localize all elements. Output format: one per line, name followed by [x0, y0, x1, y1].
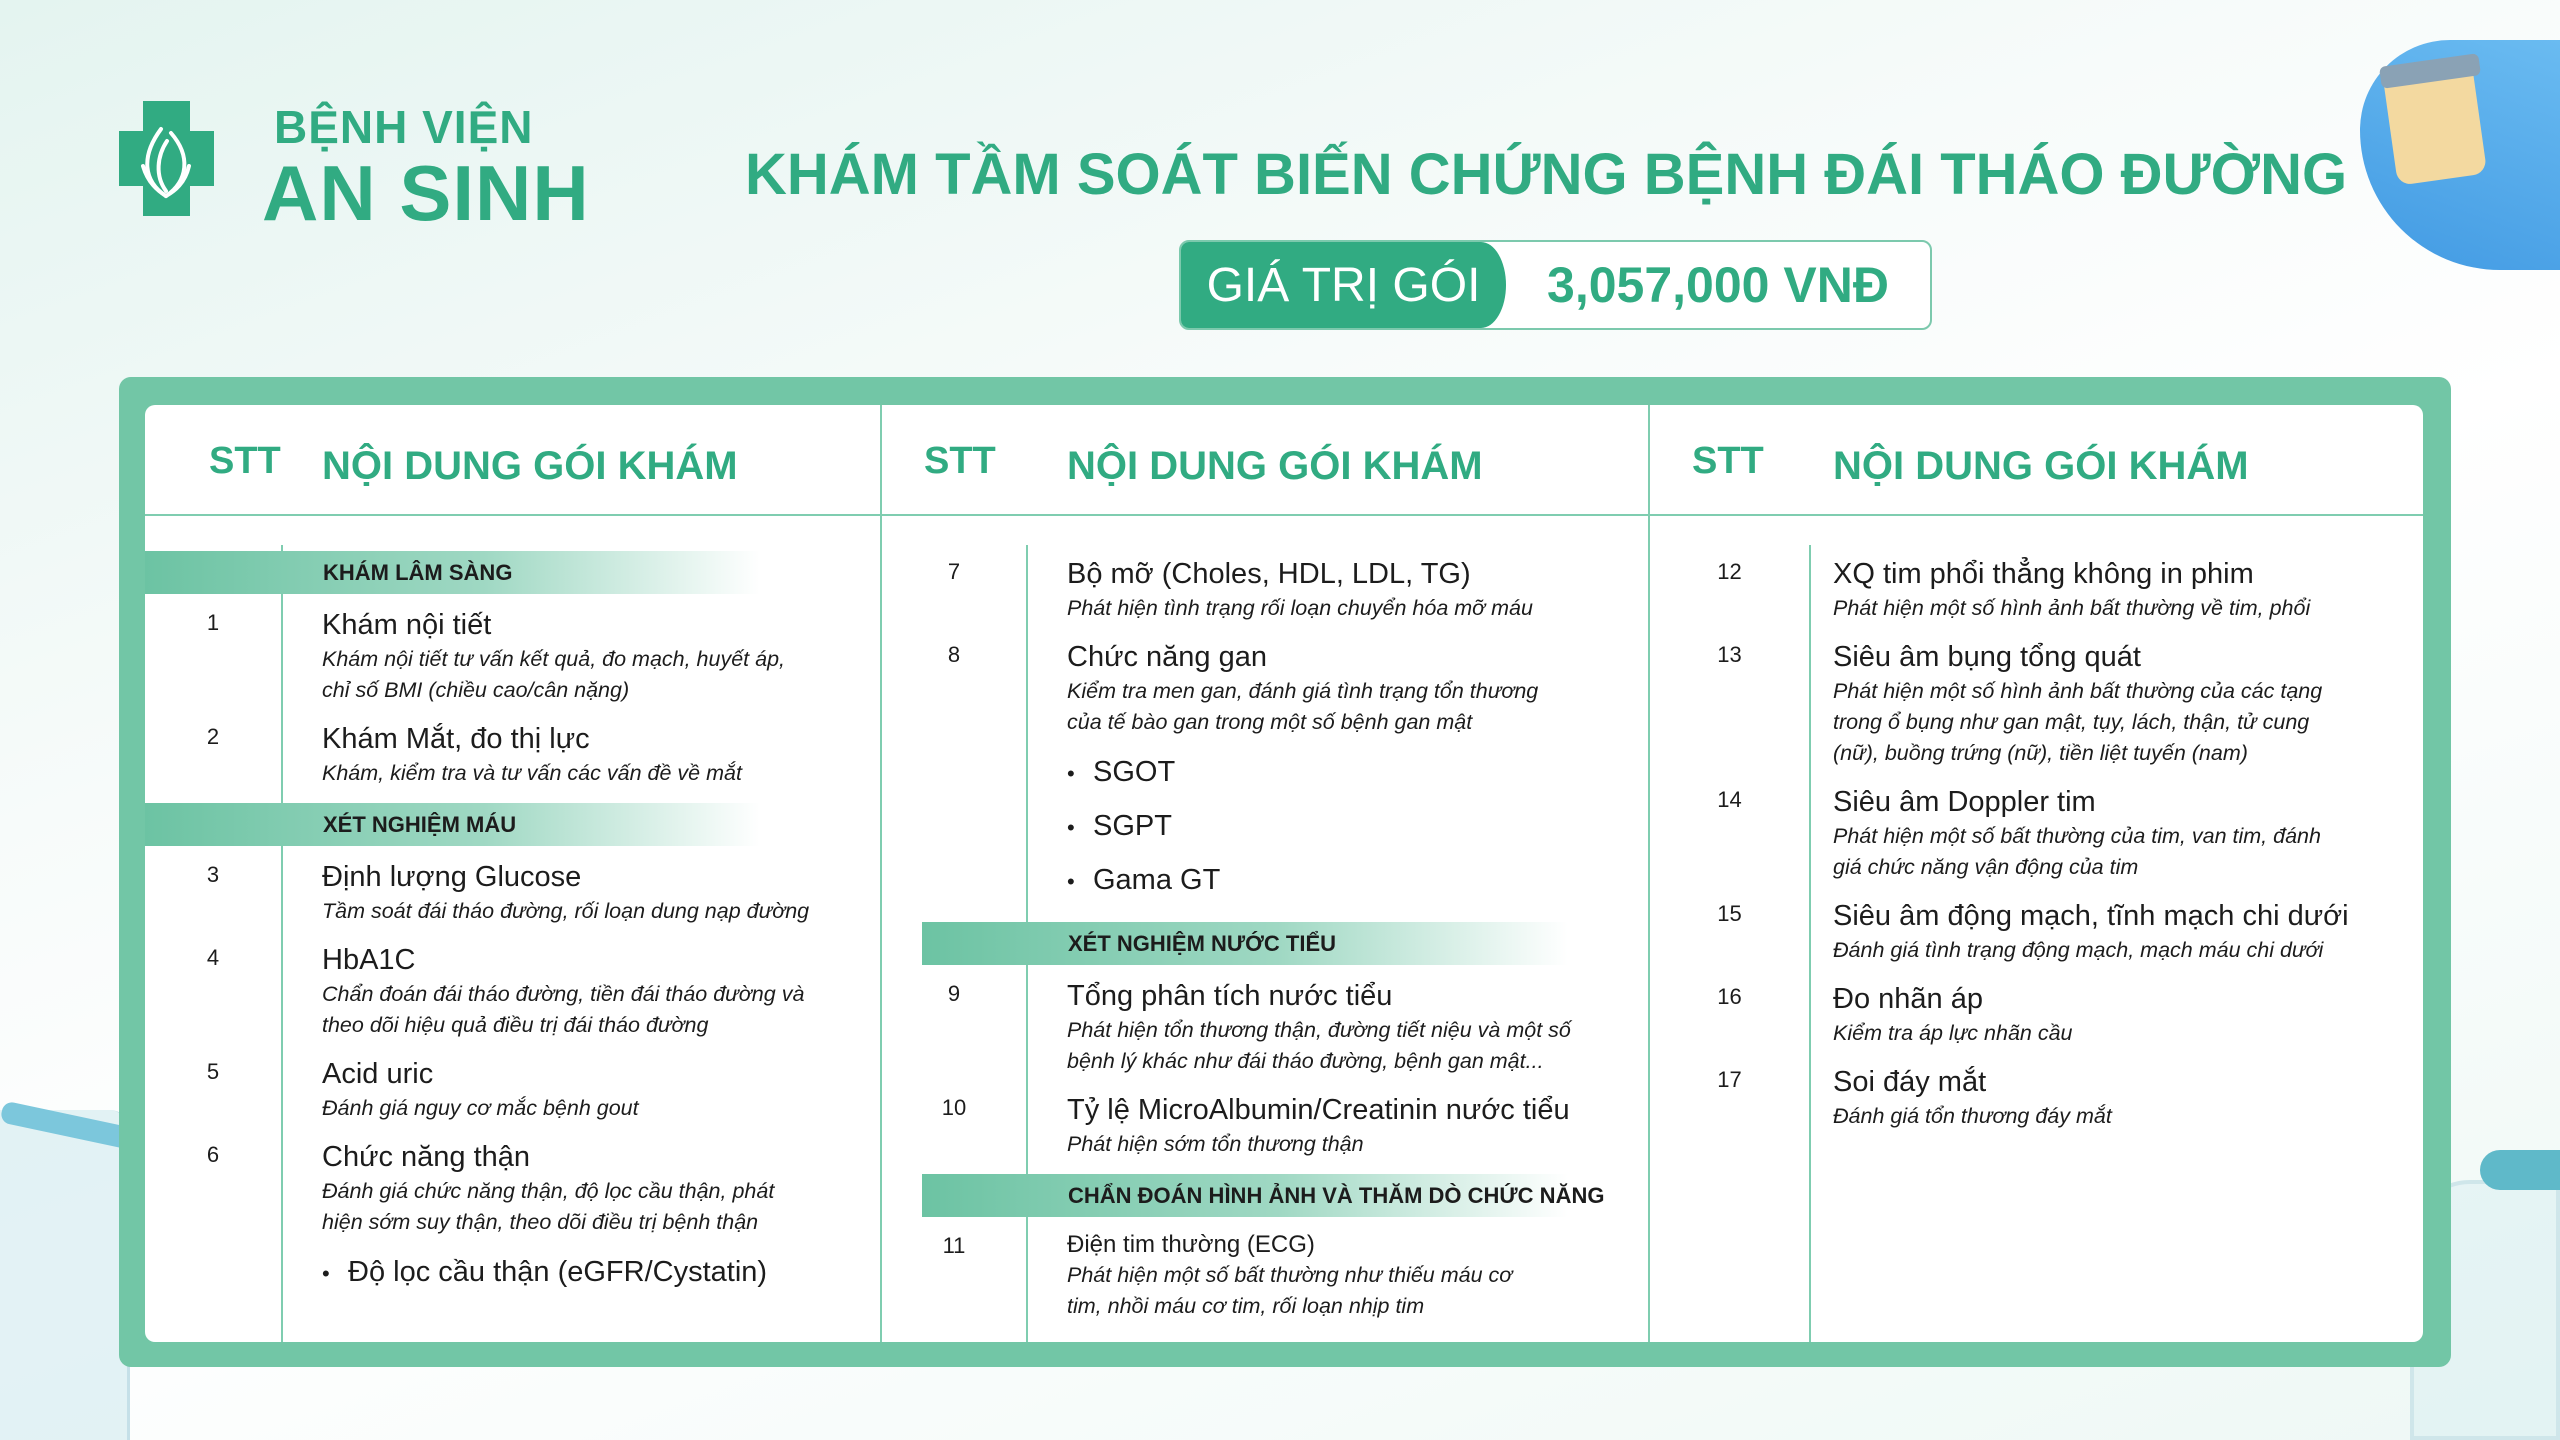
- item-number: 5: [206, 1059, 220, 1084]
- page-title: KHÁM TẦM SOÁT BIẾN CHỨNG BỆNH ĐÁI THÁO ĐƯỜNG: [745, 142, 2348, 207]
- list-item: [1650, 783, 2423, 883]
- list-item: [882, 1091, 1648, 1160]
- list-item: [1650, 638, 2423, 769]
- list-item: [145, 720, 880, 789]
- item-content: [1067, 977, 1628, 1077]
- item-title: Chức năng thận: [322, 1141, 531, 1173]
- list-item: [1650, 555, 2423, 624]
- list-item: [145, 858, 880, 927]
- item-description: hiện sớm suy thận, theo dõi điều trị bệnh thận: [322, 1210, 759, 1234]
- list-item: [1650, 1063, 2423, 1132]
- item-title: Khám nội tiết: [322, 609, 492, 641]
- item-description: Kiểm tra áp lực nhãn cầu: [1833, 1021, 2073, 1045]
- column-header: [882, 405, 1648, 516]
- item-description: chỉ số BMI (chiều cao/cân nặng): [322, 678, 630, 702]
- content-header: NỘI DUNG GÓI KHÁM: [1067, 444, 1483, 488]
- item-description: Phát hiện tình trạng rối loạn chuyển hóa mỡ máu: [1067, 596, 1533, 620]
- item-number: 11: [942, 1233, 966, 1258]
- item-description: giá chức năng vận động của tim: [1833, 855, 2139, 879]
- column-body: [882, 545, 1648, 1336]
- item-title: Tổng phân tích nước tiểu: [1067, 980, 1393, 1012]
- list-item: [882, 977, 1648, 1077]
- item-description: Đánh giá tình trạng động mạch, mạch máu chi dưới: [1833, 938, 2324, 962]
- item-title: Siêu âm Doppler tim: [1833, 786, 2096, 818]
- item-number: 3: [206, 862, 220, 887]
- table-column: [880, 405, 1648, 1342]
- item-description: theo dõi hiệu quả điều trị đái tháo đường: [322, 1013, 709, 1037]
- item-description: của tế bào gan trong một số bệnh gan mật: [1067, 710, 1473, 734]
- item-title: Định lượng Glucose: [322, 861, 582, 893]
- bullet-item: • SGPT: [1067, 800, 1628, 854]
- brand-name: AN SINH: [262, 149, 590, 237]
- item-description: Phát hiện một số bất thường của tim, van tim, đánh: [1833, 824, 2321, 848]
- category-label: XÉT NGHIỆM NƯỚC TIỂU: [1068, 931, 1337, 956]
- bullet-item: • Gama GT: [1067, 854, 1628, 908]
- table-column: [145, 405, 880, 1342]
- item-content: [1067, 1229, 1628, 1322]
- item-number: 12: [1717, 559, 1742, 584]
- item-number: 7: [947, 559, 961, 584]
- stt-header: STT: [209, 440, 281, 482]
- item-content: [322, 720, 860, 789]
- table-column: [1648, 405, 2423, 1342]
- package-table: [145, 405, 2423, 1342]
- item-title: Siêu âm động mạch, tĩnh mạch chi dưới: [1833, 900, 2349, 932]
- list-item: [1650, 980, 2423, 1049]
- item-title: Soi đáy mắt: [1833, 1066, 1987, 1098]
- item-number: 15: [1717, 901, 1742, 926]
- item-content: [1833, 638, 2403, 769]
- brand-line1: BỆNH VIỆN: [274, 101, 534, 153]
- list-item: [882, 1229, 1648, 1322]
- item-number: 1: [206, 610, 220, 635]
- column-body: [1650, 545, 2423, 1146]
- list-item: [145, 941, 880, 1041]
- item-content: [1833, 555, 2403, 624]
- bullet-list: [322, 1246, 860, 1300]
- category-label: CHẨN ĐOÁN HÌNH ẢNH VÀ THĂM DÒ CHỨC NĂNG: [1068, 1183, 1605, 1208]
- list-item: [145, 1055, 880, 1124]
- category-label: KHÁM LÂM SÀNG: [323, 560, 513, 585]
- item-description: Đánh giá tổn thương đáy mắt: [1833, 1104, 2112, 1128]
- item-number: 17: [1717, 1067, 1742, 1092]
- item-number: 9: [947, 981, 961, 1006]
- item-description: tim, nhồi máu cơ tim, rối loạn nhịp tim: [1067, 1294, 1425, 1318]
- item-content: [1067, 638, 1628, 908]
- category-label: XÉT NGHIỆM MÁU: [323, 812, 517, 837]
- item-title: Siêu âm bụng tổng quát: [1833, 641, 2141, 673]
- item-title: Chức năng gan: [1067, 641, 1267, 673]
- item-description: Phát hiện tổn thương thận, đường tiết niệu và một số: [1067, 1018, 1571, 1042]
- item-description: trong ổ bụng như gan mật, tụy, lách, thận, tử cung: [1833, 710, 2310, 734]
- item-description: Phát hiện một số hình ảnh bất thường của các tạng: [1833, 679, 2323, 703]
- item-content: [1067, 1091, 1628, 1160]
- item-content: [1833, 980, 2403, 1049]
- item-title: Acid uric: [322, 1058, 434, 1090]
- item-content: [322, 1055, 860, 1124]
- column-header: [1650, 405, 2423, 516]
- list-item: [882, 638, 1648, 908]
- item-content: [322, 606, 860, 706]
- item-description: Đánh giá chức năng thận, độ lọc cầu thận, phát: [322, 1179, 775, 1203]
- item-description: Phát hiện một số hình ảnh bất thường về tim, phổi: [1833, 596, 2311, 620]
- item-title: HbA1C: [322, 944, 416, 976]
- price-value: 3,057,000 VNĐ: [1547, 257, 1889, 313]
- column-body: [145, 545, 880, 1314]
- bullet-item: • Độ lọc cầu thận (eGFR/Cystatin): [322, 1246, 860, 1300]
- item-number: 16: [1717, 984, 1742, 1009]
- item-title: Đo nhãn áp: [1833, 983, 1983, 1015]
- item-description: Đánh giá nguy cơ mắc bệnh gout: [322, 1096, 639, 1120]
- item-content: [322, 1138, 860, 1300]
- price-label: GIÁ TRỊ GÓI: [1181, 242, 1506, 328]
- item-title: Bộ mỡ (Choles, HDL, LDL, TG): [1067, 558, 1471, 590]
- item-content: [1833, 897, 2403, 966]
- bottle-cap-decoration: [2480, 1150, 2560, 1190]
- item-title: Tỷ lệ MicroAlbumin/Creatinin nước tiểu: [1067, 1094, 1570, 1126]
- item-number: 6: [206, 1142, 220, 1167]
- item-description: Khám nội tiết tư vấn kết quả, đo mạch, huyết áp,: [322, 647, 786, 671]
- stt-header: STT: [924, 440, 996, 482]
- list-item: [145, 606, 880, 706]
- list-item: [882, 555, 1648, 624]
- content-header: NỘI DUNG GÓI KHÁM: [1833, 444, 2249, 488]
- list-item: [1650, 897, 2423, 966]
- category-bar: [145, 551, 760, 594]
- item-number: 10: [941, 1095, 967, 1120]
- item-number: 13: [1717, 642, 1742, 667]
- item-number: 4: [206, 945, 220, 970]
- item-number: 14: [1717, 787, 1742, 812]
- item-content: [1067, 555, 1628, 624]
- item-description: (nữ), buồng trứng (nữ), tiền liệt tuyến (nam): [1833, 741, 2248, 765]
- package-price-box: [1179, 240, 1932, 330]
- item-description: Kiểm tra men gan, đánh giá tình trạng tổn thương: [1067, 679, 1539, 703]
- item-description: Tầm soát đái tháo đường, rối loạn dung nạp đường: [322, 899, 810, 923]
- item-title: XQ tim phổi thẳng không in phim: [1833, 558, 2254, 590]
- bullet-list: [1067, 746, 1628, 908]
- item-title: Điện tim thường (ECG): [1067, 1231, 1315, 1258]
- bullet-item: • SGOT: [1067, 746, 1628, 800]
- stt-header: STT: [1692, 440, 1764, 482]
- category-bar: [145, 803, 760, 846]
- item-description: Phát hiện một số bất thường như thiếu máu cơ: [1067, 1263, 1513, 1287]
- item-content: [322, 858, 860, 927]
- item-description: bệnh lý khác như đái tháo đường, bệnh gan mật...: [1067, 1049, 1544, 1073]
- item-description: Phát hiện sớm tổn thương thận: [1067, 1132, 1364, 1156]
- item-number: 2: [206, 724, 220, 749]
- item-description: Chẩn đoán đái tháo đường, tiền đái tháo đường và: [322, 982, 805, 1006]
- item-content: [322, 941, 860, 1041]
- item-content: [1833, 1063, 2403, 1132]
- item-title: Khám Mắt, đo thị lực: [322, 723, 590, 755]
- item-number: 8: [947, 642, 961, 667]
- category-bar: [922, 1174, 1605, 1217]
- column-header: [145, 405, 880, 516]
- content-header: NỘI DUNG GÓI KHÁM: [322, 444, 738, 488]
- list-item: [145, 1138, 880, 1300]
- item-description: Khám, kiểm tra và tư vấn các vấn đề về mắt: [322, 761, 742, 785]
- notebook-decoration: [0, 1110, 130, 1440]
- category-bar: [922, 922, 1568, 965]
- hospital-logo-icon: [119, 101, 214, 216]
- item-content: [1833, 783, 2403, 883]
